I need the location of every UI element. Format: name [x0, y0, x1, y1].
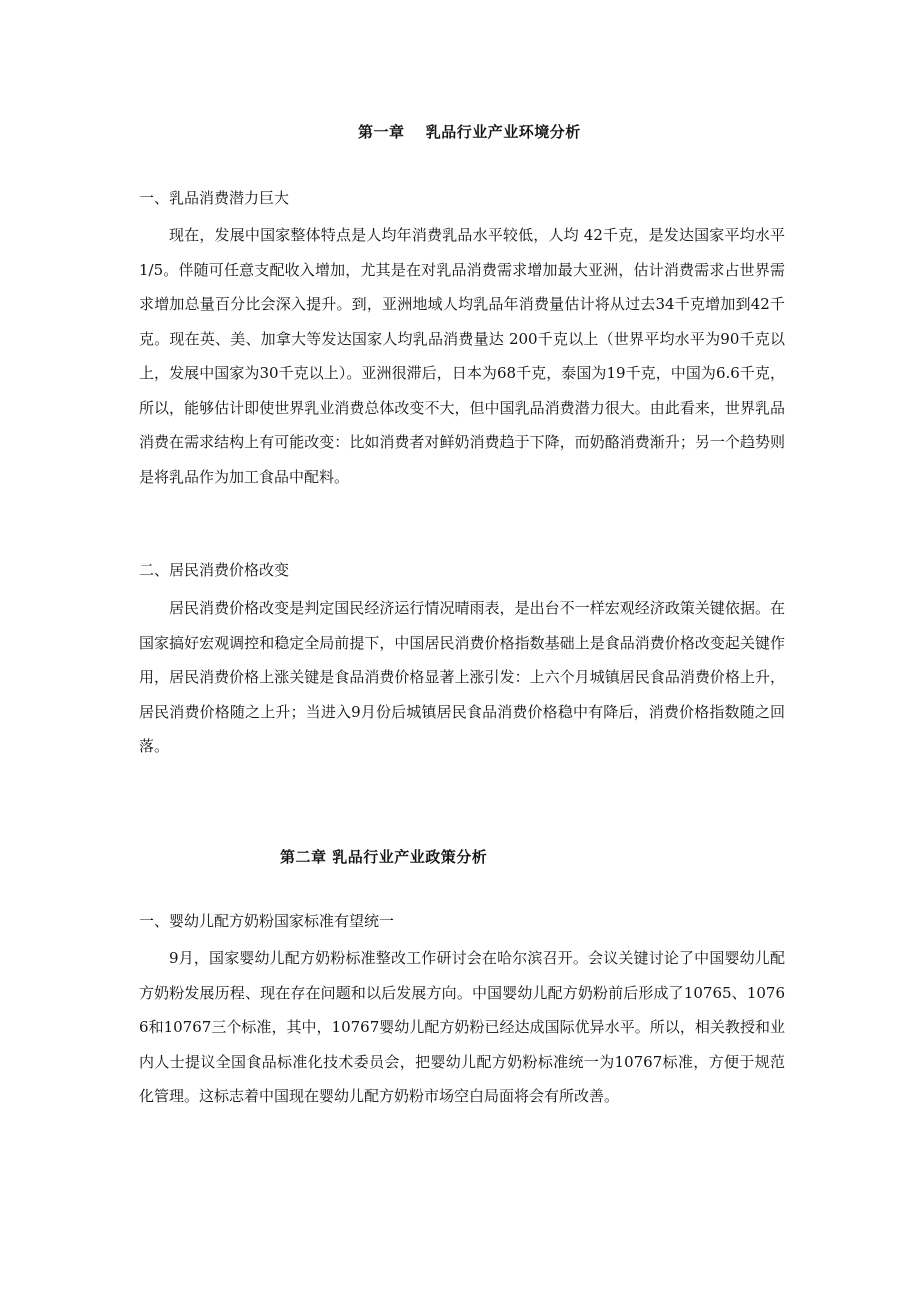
section-1-2-heading: 二、居民消费价格改变 [139, 561, 290, 579]
chapter-1-title: 第一章 乳品行业产业环境分析 [358, 123, 581, 141]
chapter-2-title: 第二章 乳品行业产业政策分析 [280, 848, 488, 866]
section-1-1-paragraph: 现在，发展中国家整体特点是人均年消费乳品水平较低，人均 42千克，是发达国家平均水平 1/5。伴随可任意支配收入增加，尤其是在对乳品消费需求增加最大亚洲，估计消费需求占世界需求增加总量百分比会深入提升。到，亚洲地域人均乳品年消费量估计将从过去34千克增加到42千克。现在英、美、加拿大等发达国家人均乳品消费量达 200千克以上（世界平均水平为90千克以上，发展中国家为30千克以上）。亚洲很滞后，日本为68千克，泰国为19千克，中国为6.6千克，所以，能够估计即使世界乳业消费总体改变不大，但中国乳品消费潜力很大。由此看来，世界乳品消费在需求结构上有可能改变：比如消费者对鲜奶消费趋于下降，而奶酪消费渐升；另一个趋势则是将乳品作为加工食品中配料。 [139, 226, 785, 486]
section-2-1-paragraph: 9月，国家婴幼儿配方奶粉标准整改工作研讨会在哈尔滨召开。会议关键讨论了中国婴幼儿配方奶粉发展历程、现在存在问题和以后发展方向。中国婴幼儿配方奶粉前后形成了10765、10766和10767三个标准，其中，10767婴幼儿配方奶粉已经达成国际优异水平。所以，相关教授和业内人士提议全国食品标准化技术委员会，把婴幼儿配方奶粉标准统一为10767标准，方便于规范化管理。这标志着中国现在婴幼儿配方奶粉市场空白局面将会有所改善。 [139, 949, 785, 1105]
section-2-1-heading: 一、婴幼儿配方奶粉国家标准有望统一 [139, 912, 395, 930]
section-1-2-paragraph: 居民消费价格改变是判定国民经济运行情况晴雨表，是出台不一样宏观经济政策关键依据。在国家搞好宏观调控和稳定全局前提下，中国居民消费价格指数基础上是食品消费价格改变起关键作用，居民消费价格上涨关键是食品消费价格显著上涨引发：上六个月城镇居民食品消费价格上升，居民消费价格随之上升；当进入9月份后城镇居民食品消费价格稳中有降后，消费价格指数随之回落。 [139, 599, 785, 755]
section-1-1-heading: 一、乳品消费潜力巨大 [139, 189, 290, 207]
